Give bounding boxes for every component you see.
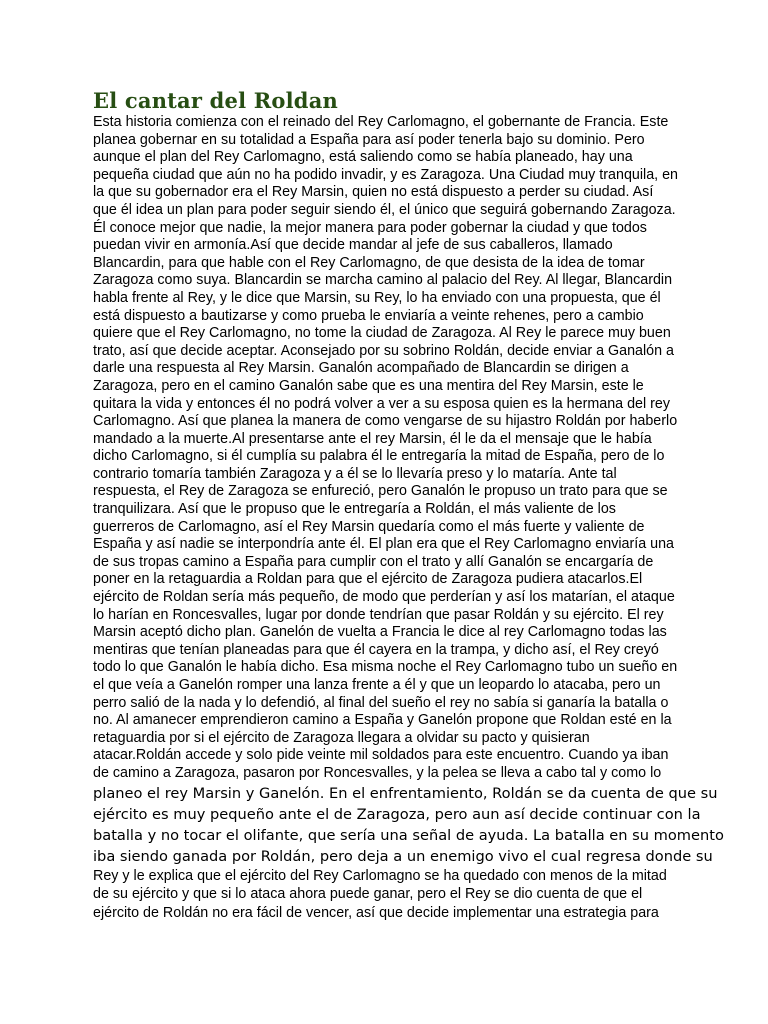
body-line: que él idea un plan para poder seguir siendo él, el único que seguirá gobernando Zaragoza. — [93, 201, 676, 218]
body-line: Blancardin, para que hable con el Rey Carlomagno, de que desista de la idea de tomar — [93, 254, 645, 271]
body-line: Zaragoza, pero en el camino Ganalón sabe que es una mentira del Rey Marsin, este le — [93, 377, 644, 394]
body-line: Carlomagno. Así que planea la manera de como vengarse de su hijastro Roldán por haberlo — [93, 413, 678, 430]
body-line: atacar.Roldán accede y solo pide veinte mil soldados para este encuentro. Cuando ya iban — [93, 747, 669, 764]
body-line: quitara la vida y entonces él no podrá volver a ver a su esposa quien es la hermana del rey — [93, 395, 670, 412]
body-line: España y así nadie se interpondría ante él. El plan era que el Rey Carlomagno enviaría una — [93, 536, 674, 553]
body-line: pequeña ciudad que aún no ha podido invadir, y es Zaragoza. Una Ciudad muy tranquila, en — [93, 166, 678, 183]
body-line: ejército de Roldán no era fácil de vencer, así que decide implementar una estrategia para — [93, 904, 659, 921]
body-line: puedan vivir en armonía.Así que decide mandar al jefe de sus caballeros, llamado — [93, 237, 613, 254]
body-line: Él conoce mejor que nadie, la mejor manera para poder gobernar la ciudad y que todos — [93, 219, 647, 236]
body-line: Esta historia comienza con el reinado del Rey Carlomagno, el gobernante de Francia. Este — [93, 114, 669, 130]
body-line: no. Al amanecer emprendieron camino a España y Ganelón propone que Roldan esté en la — [93, 712, 672, 729]
body-line: el que veía a Ganelón romper una lanza frente a él y que un leopardo lo atacaba, pero un — [93, 677, 661, 693]
body-line: lo harían en Roncesvalles, lugar por donde tendrían que pasar Roldán y su ejército. El rey — [93, 606, 664, 623]
body-line: planea gobernar en su totalidad a España para así poder tenerla bajo su dominio. Pero — [93, 131, 645, 148]
body-line: retaguardia por si el ejército de Zaragoza llegara a olvidar su pacto y quisieran — [93, 729, 590, 746]
body-line: iba siendo ganada por Roldán, pero deja a un enemigo vivo el cual regresa donde su — [93, 847, 713, 865]
body-line: contrario tomaría también Zaragoza y a él se lo llevaría preso y lo mataría. Ante tal — [93, 465, 617, 482]
body-line: darle una respuesta al Rey Marsin. Ganalón acompañado de Blancardin se dirigen a — [93, 360, 629, 377]
body-line: Marsin aceptó dicho plan. Ganelón de vuelta a Francia le dice al rey Carlomagno todas las — [93, 624, 667, 641]
body-line: de sus tropas camino a España para cumplir con el trato y allí Ganalón se encargaría de — [93, 553, 654, 570]
body-line: poner en la retaguardia a Roldan para que el ejército de Zaragoza pudiera atacarlos.El — [93, 571, 643, 588]
body-line: de camino a Zaragoza, pasaron por Roncesvalles, y la pelea se lleva a cabo tal y como lo — [93, 764, 662, 781]
body-line: tranquilizara. Así que le propuso que le entregaría a Roldán, el más valiente de los — [93, 501, 616, 518]
document-body — [93, 114, 724, 922]
document-title: El cantar del Roldan — [93, 88, 338, 113]
body-line: dicho Carlomagno, si él cumplía su palabra él le entregaría la mitad de España, pero de lo — [93, 448, 665, 465]
body-line: batalla y no tocar el olifante, que sería una señal de ayuda. La batalla en su momento — [93, 826, 724, 844]
body-line: la que su gobernador era el Rey Marsin, quien no está dispuesto a perder su ciudad. Así — [93, 184, 654, 201]
body-line: todo lo que Ganalón le había dicho. Esa misma noche el Rey Carlomagno tubo un sueño en — [93, 659, 678, 676]
body-line: trato, así que decide aceptar. Aconsejado por su sobrino Roldán, decide enviar a Ganalón a — [93, 342, 674, 359]
body-line: quiere que el Rey Carlomagno, no tome la ciudad de Zaragoza. Al Rey le parece muy buen — [93, 325, 671, 342]
body-line: planeo el rey Marsin y Ganelón. En el enfrentamiento, Roldán se da cuenta de que su — [93, 784, 718, 802]
body-line: Rey y le explica que el ejército del Rey Carlomagno se ha quedado con menos de la mitad — [93, 867, 667, 884]
document-page — [93, 88, 724, 922]
body-line: ejército es muy pequeño ante el de Zaragoza, pero aun así decide continuar con la — [93, 805, 701, 823]
body-line: ejército de Roldan sería más pequeño, de modo que perderían y así los matarían, el ataque — [93, 589, 675, 606]
body-line: Zaragoza como suya. Blancardin se marcha camino al palacio del Rey. Al llegar, Blancardin — [93, 272, 673, 289]
body-line: está dispuesto a bautizarse y como prueba le enviaría a veinte rehenes, pero a cambio — [93, 307, 644, 324]
body-line: mandado a la muerte.Al presentarse ante el rey Marsin, él le da el mensaje que le había — [93, 430, 652, 447]
body-line: aunque el plan del Rey Carlomagno, está saliendo como se había planeado, hay una — [93, 149, 633, 166]
body-line: habla frente al Rey, y le dice que Marsin, su Rey, lo ha enviado con una propuesta, que él — [93, 289, 661, 306]
body-line: respuesta, el Rey de Zaragoza se enfureció, pero Ganalón le propuso un trato para que se — [93, 483, 668, 500]
body-line: mentiras que tenían planeadas para que él cayera en la trampa, y dicho así, el Rey creyó — [93, 641, 659, 658]
body-line: de su ejército y que si lo ataca ahora puede ganar, pero el Rey se dio cuenta de que el — [93, 886, 643, 903]
body-line: perro salió de la nada y lo defendió, al final del sueño el rey no sabía si ganaría la batalla o — [93, 694, 669, 711]
body-line: guerreros de Carlomagno, así el Rey Marsin quedaría como el más fuerte y valiente de — [93, 518, 645, 535]
